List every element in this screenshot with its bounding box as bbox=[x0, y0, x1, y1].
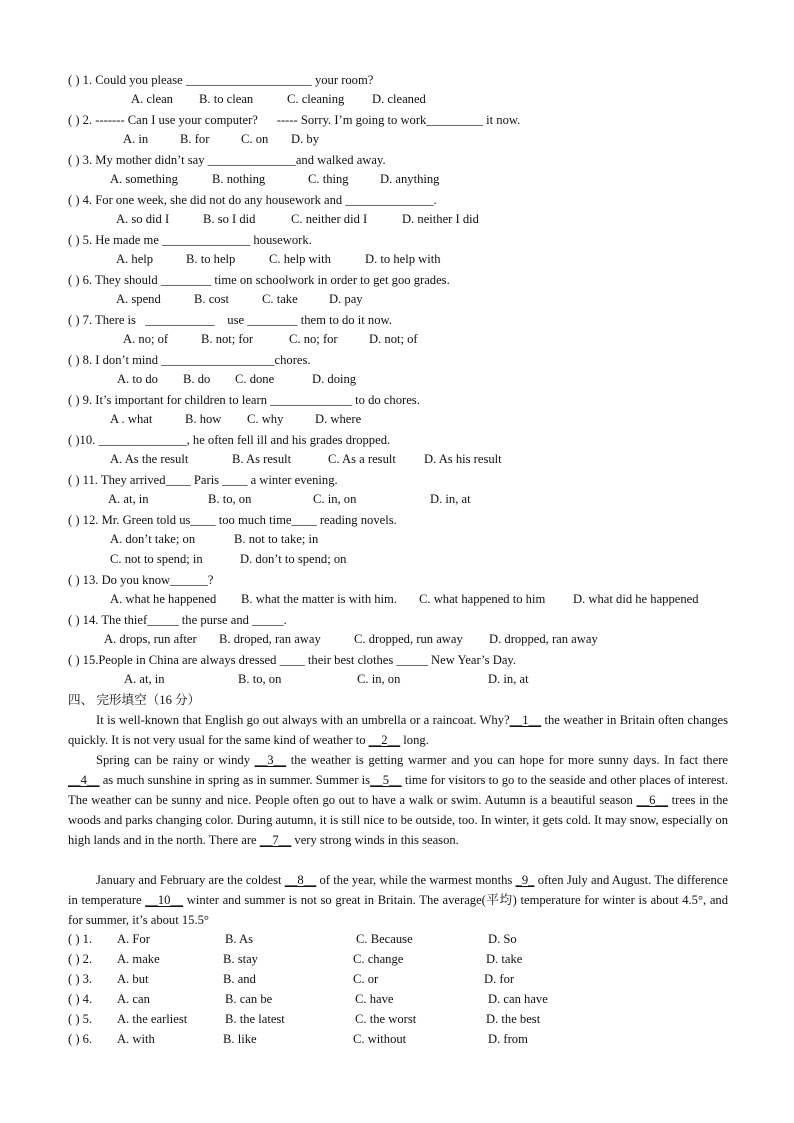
option-d: D. in, at bbox=[488, 672, 529, 686]
option-a: A. drops, run after bbox=[104, 632, 197, 646]
option-d: D. So bbox=[488, 932, 517, 946]
question-stem: ( ) 9. It’s important for children to learn bbox=[68, 393, 271, 407]
option-a: A. to do bbox=[117, 372, 158, 386]
option-a: A. As the result bbox=[110, 452, 189, 466]
answer-blank: ___________ bbox=[145, 313, 215, 327]
option-b: B. stay bbox=[223, 952, 258, 966]
option-c: C. dropped, run away bbox=[354, 632, 463, 646]
question-9 bbox=[68, 392, 420, 408]
question-stem: ( ) 1. Could you please bbox=[68, 73, 186, 87]
item-number: ( ) 2. bbox=[68, 952, 93, 966]
question-10 bbox=[68, 432, 390, 448]
question-7 bbox=[68, 312, 392, 328]
passage-text: time for visitors to go to the seaside and other places of interest. The weather can be sunny and nice. People often go out to have a walk or swim. Autumn is a beautiful season bbox=[68, 773, 728, 807]
item-number: ( ) 3. bbox=[68, 972, 93, 986]
answer-blank: ______________ bbox=[162, 233, 251, 247]
option-b: B. like bbox=[223, 1032, 257, 1046]
option-b: B. for bbox=[180, 132, 210, 146]
option-c: C. help with bbox=[269, 252, 331, 266]
cloze-blank-10: __10__ bbox=[145, 893, 184, 907]
option-c: C. neither did I bbox=[291, 212, 368, 226]
option-b: B. not; for bbox=[201, 332, 254, 346]
option-b: B. do bbox=[183, 372, 211, 386]
question-stem-tail: and walked away. bbox=[295, 153, 386, 167]
option-d: D. in, at bbox=[430, 492, 471, 506]
question-15: ( ) 15.People in China are always dressed ____ their best clothes _____ New Year’s Day. bbox=[68, 653, 517, 667]
option-a: A. can bbox=[117, 992, 150, 1006]
option-c: C. change bbox=[353, 952, 404, 966]
option-a: A. no; of bbox=[123, 332, 169, 346]
option-a: A. spend bbox=[116, 292, 161, 306]
passage-text: the weather in Britain often changes quickly. It is not very usual for the same kind of weather to bbox=[68, 713, 728, 747]
option-b: B. not to take; in bbox=[234, 532, 319, 546]
passage-text: long. bbox=[400, 733, 429, 747]
option-b: B. the latest bbox=[225, 1012, 285, 1026]
question-3 bbox=[68, 152, 386, 168]
cloze-blank-8: __8__ bbox=[284, 873, 317, 887]
option-d: D. pay bbox=[329, 292, 363, 306]
option-b: B. so I did bbox=[203, 212, 256, 226]
option-d: D. the best bbox=[486, 1012, 541, 1026]
option-d: D. take bbox=[486, 952, 523, 966]
option-b: B. to help bbox=[186, 252, 236, 266]
answer-blank: ______________ bbox=[98, 433, 187, 447]
passage-text: trees in the woods and parks changing color. During autumn, it is still nice to be outside, too. In winter, it gets cold. It may snow, especially on high lands and in the north. There are bbox=[68, 793, 728, 847]
question-5 bbox=[68, 232, 312, 248]
option-d: D. to help with bbox=[365, 252, 441, 266]
option-a: A. with bbox=[117, 1032, 155, 1046]
question-stem: ( )10. bbox=[68, 433, 99, 447]
question-1 bbox=[68, 72, 373, 88]
passage-paragraph-2 bbox=[68, 750, 728, 850]
option-c: C. what happened to him bbox=[419, 592, 546, 606]
question-stem: ( ) 5. He made me bbox=[68, 233, 163, 247]
question-stem: ( ) 6. They should bbox=[68, 273, 161, 287]
question-stem: ( ) 4. For one week, she did not do any housework and bbox=[68, 193, 346, 207]
option-b: B. nothing bbox=[212, 172, 266, 186]
passage-text: often July and August. The difference in temperature bbox=[68, 873, 728, 907]
option-d: D. anything bbox=[380, 172, 440, 186]
cloze-blank-9: _9_ bbox=[515, 873, 535, 887]
question-stem-tail: . bbox=[433, 193, 437, 207]
answer-blank: ________ bbox=[160, 273, 212, 287]
passage-text: of the year, while the warmest months bbox=[316, 873, 516, 887]
option-d: D. As his result bbox=[424, 452, 502, 466]
option-d: D. can have bbox=[488, 992, 548, 1006]
question-stem: ( ) 7. There is bbox=[68, 313, 146, 327]
question-stem-tail: housework. bbox=[250, 233, 312, 247]
question-2 bbox=[68, 112, 520, 128]
passage-text: Spring can be rainy or windy bbox=[96, 753, 255, 767]
option-a: A. don’t take; on bbox=[110, 532, 196, 546]
question-stem-tail: time on schoolwork in order to get goo grades. bbox=[211, 273, 450, 287]
option-b: B. droped, ran away bbox=[219, 632, 321, 646]
question-stem-tail: use ________ them to do it now. bbox=[214, 313, 392, 327]
option-d: D. where bbox=[315, 412, 362, 426]
passage-paragraph-3 bbox=[68, 870, 728, 930]
option-d: D. don’t to spend; on bbox=[240, 552, 347, 566]
option-c: C. why bbox=[247, 412, 284, 426]
option-c: C. have bbox=[355, 992, 394, 1006]
option-b: B. As bbox=[225, 932, 253, 946]
question-13: ( ) 13. Do you know______? bbox=[68, 573, 214, 587]
option-b: B. cost bbox=[194, 292, 229, 306]
cloze-blank-7: __7__ bbox=[259, 833, 292, 847]
option-d: D. what did he happened bbox=[573, 592, 699, 606]
question-6 bbox=[68, 272, 450, 288]
option-a: A. make bbox=[117, 952, 160, 966]
passage-text: the weather is getting warmer and you can hope for more sunny days. In fact there bbox=[286, 753, 728, 767]
passage-text: very strong winds in this season. bbox=[291, 833, 459, 847]
option-d: D. cleaned bbox=[372, 92, 426, 106]
option-b: B. what the matter is with him. bbox=[241, 592, 398, 606]
option-a: A. For bbox=[117, 932, 150, 946]
option-c: C. As a result bbox=[328, 452, 396, 466]
option-a: A . what bbox=[110, 412, 153, 426]
question-4 bbox=[68, 192, 437, 208]
option-a: A. what he happened bbox=[110, 592, 217, 606]
answer-blank: _____________ bbox=[270, 393, 352, 407]
option-b: B. to, on bbox=[238, 672, 282, 686]
option-c: C. or bbox=[353, 972, 379, 986]
option-b: B. how bbox=[185, 412, 222, 426]
question-stem: ( ) 2. ------- Can I use your computer? ----- Sorry. I’m going to work bbox=[68, 113, 427, 127]
option-b: B. and bbox=[223, 972, 256, 986]
question-14: ( ) 14. The thief_____ the purse and _____. bbox=[68, 613, 287, 627]
option-b: B. can be bbox=[225, 992, 273, 1006]
passage-text: as much sunshine in spring as in summer. Summer is bbox=[99, 773, 371, 787]
option-a: A. something bbox=[110, 172, 178, 186]
option-d: D. from bbox=[488, 1032, 528, 1046]
option-a: A. clean bbox=[131, 92, 173, 106]
passage-text: winter and summer is not so great in Britain. The average(平均) temperature for winter is about 4.5°, and for summer, it’s about 15.5° bbox=[68, 893, 728, 927]
option-c: C. on bbox=[241, 132, 269, 146]
question-stem-tail: to do chores. bbox=[352, 393, 420, 407]
option-a: A. help bbox=[116, 252, 154, 266]
question-8 bbox=[68, 352, 311, 368]
item-number: ( ) 4. bbox=[68, 992, 93, 1006]
option-d: D. not; of bbox=[369, 332, 418, 346]
passage-paragraph-1 bbox=[68, 710, 728, 750]
option-d: D. doing bbox=[312, 372, 357, 386]
option-a: A. the earliest bbox=[117, 1012, 188, 1026]
option-c: C. not to spend; in bbox=[110, 552, 203, 566]
cloze-blank-6: __6__ bbox=[636, 793, 668, 807]
option-b: B. As result bbox=[232, 452, 292, 466]
question-12: ( ) 12. Mr. Green told us____ too much time____ reading novels. bbox=[68, 513, 397, 527]
option-c: C. done bbox=[235, 372, 275, 386]
answer-blank: _________ bbox=[426, 113, 484, 127]
cloze-blank-4: __4__ bbox=[68, 773, 100, 787]
passage-text: January and February are the coldest bbox=[96, 873, 285, 887]
cloze-blank-5: __5__ bbox=[370, 773, 402, 787]
question-stem-tail: , he often fell ill and his grades dropped. bbox=[186, 433, 391, 447]
option-c: C. thing bbox=[308, 172, 349, 186]
option-a: A. at, in bbox=[108, 492, 149, 506]
option-b: B. to, on bbox=[208, 492, 252, 506]
option-c: C. cleaning bbox=[287, 92, 345, 106]
question-stem-tail: chores. bbox=[274, 353, 311, 367]
option-a: A. at, in bbox=[124, 672, 165, 686]
question-11: ( ) 11. They arrived____ Paris ____ a winter evening. bbox=[68, 473, 338, 487]
question-stem: ( ) 3. My mother didn’t say bbox=[68, 153, 208, 167]
option-d: D. neither I did bbox=[402, 212, 479, 226]
option-c: C. Because bbox=[356, 932, 413, 946]
option-d: D. for bbox=[484, 972, 515, 986]
option-a: A. so did I bbox=[116, 212, 170, 226]
option-a: A. in bbox=[123, 132, 149, 146]
section-heading: 四、 完形填空（16 分） bbox=[68, 693, 201, 707]
option-c: C. in, on bbox=[357, 672, 401, 686]
option-c: C. the worst bbox=[355, 1012, 417, 1026]
item-number: ( ) 5. bbox=[68, 1012, 93, 1026]
item-number: ( ) 6. bbox=[68, 1032, 93, 1046]
answer-blank: __________________ bbox=[161, 353, 275, 367]
option-d: D. by bbox=[291, 132, 319, 146]
option-d: D. dropped, ran away bbox=[489, 632, 598, 646]
passage-text: It is well-known that English go out always with an umbrella or a raincoat. Why? bbox=[96, 713, 510, 727]
option-c: C. take bbox=[262, 292, 298, 306]
question-stem-tail: your room? bbox=[311, 73, 374, 87]
item-number: ( ) 1. bbox=[68, 932, 93, 946]
cloze-blank-3: __3__ bbox=[254, 753, 287, 767]
option-b: B. to clean bbox=[199, 92, 254, 106]
answer-blank: ______________ bbox=[345, 193, 434, 207]
question-stem: ( ) 8. I don’t mind bbox=[68, 353, 162, 367]
cloze-blank-1: __1__ bbox=[509, 713, 542, 727]
answer-blank: ____________________ bbox=[185, 73, 312, 87]
option-c: C. no; for bbox=[289, 332, 338, 346]
cloze-blank-2: __2__ bbox=[368, 733, 401, 747]
option-a: A. but bbox=[117, 972, 149, 986]
option-c: C. in, on bbox=[313, 492, 357, 506]
option-c: C. without bbox=[353, 1032, 407, 1046]
question-stem-tail: it now. bbox=[483, 113, 521, 127]
answer-blank: ______________ bbox=[207, 153, 296, 167]
